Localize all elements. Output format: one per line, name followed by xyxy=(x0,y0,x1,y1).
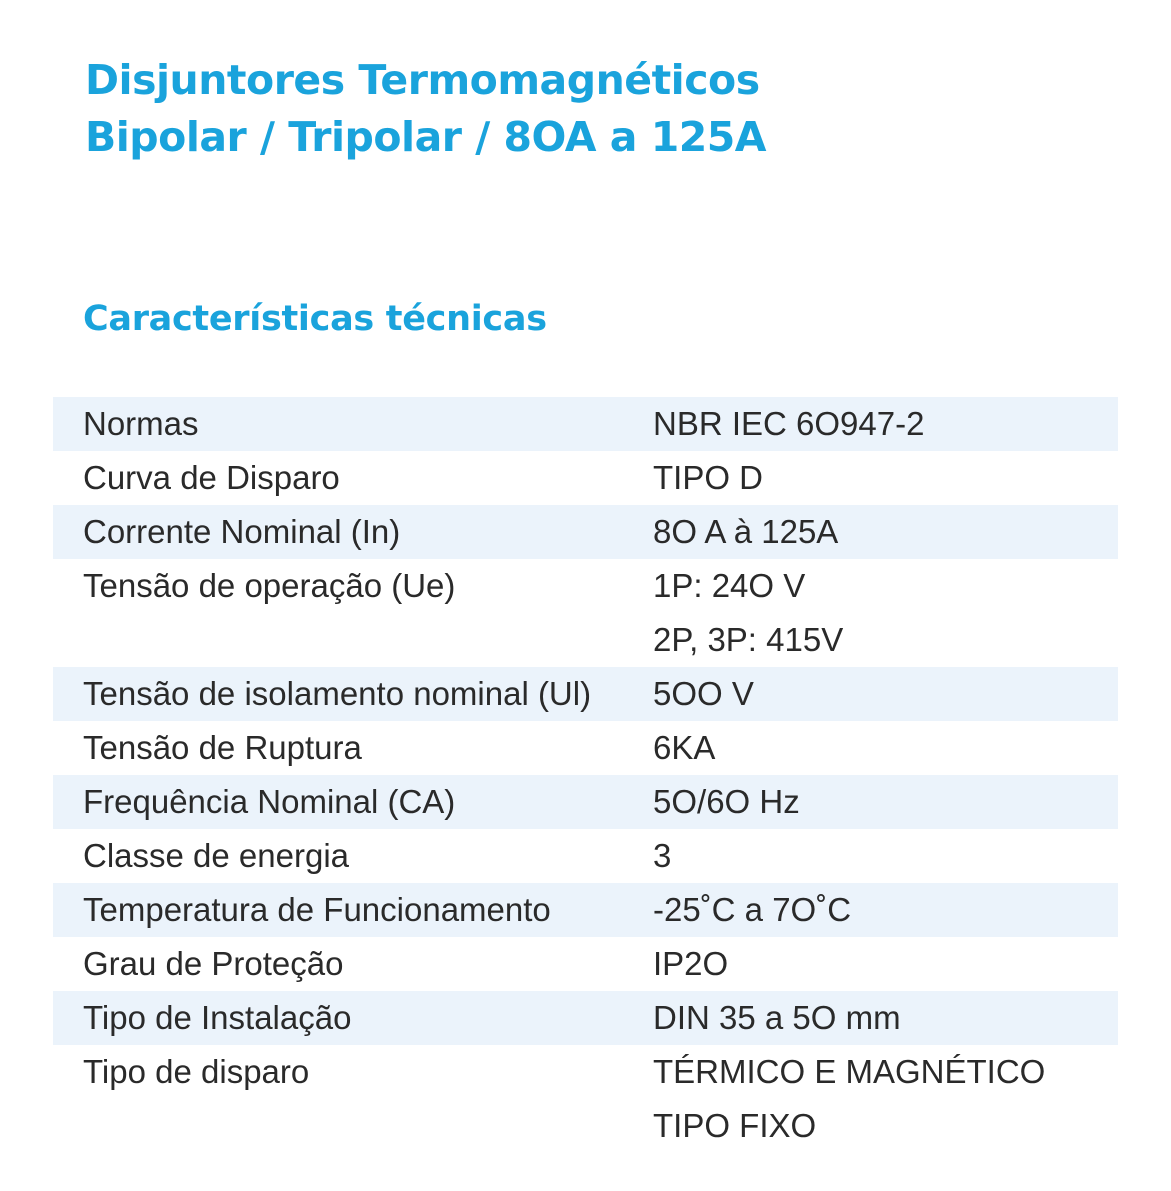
spec-label: Tipo de Instalação xyxy=(53,991,653,1045)
spec-label: Tensão de isolamento nominal (Ul) xyxy=(53,667,653,721)
spec-label: Tipo de disparo xyxy=(83,1053,310,1090)
spec-label: Temperatura de Funcionamento xyxy=(53,883,653,937)
spec-label: Tensão de operação (Ue) xyxy=(83,567,456,604)
spec-value: 8O A à 125A xyxy=(653,505,1118,559)
page-title xyxy=(85,52,766,166)
spec-value: DIN 35 a 5O mm xyxy=(653,991,1118,1045)
spec-row-classe-de-energia xyxy=(53,829,1118,883)
spec-row-curva-de-disparo xyxy=(53,451,1118,505)
spec-label: Corrente Nominal (In) xyxy=(53,505,653,559)
section-title: Características técnicas xyxy=(83,299,547,339)
spec-row-tensao-de-isolamento xyxy=(53,667,1118,721)
specs-table xyxy=(53,397,1118,1153)
spec-label: Tensão de Ruptura xyxy=(83,729,362,766)
spec-row-tensao-de-ruptura xyxy=(53,721,1118,775)
spec-value: 5OO V xyxy=(653,667,1118,721)
spec-value: 1P: 24O V 2P, 3P: 415V xyxy=(653,567,844,658)
spec-row-normas xyxy=(53,397,1118,451)
spec-value: TIPO D xyxy=(653,459,764,496)
spec-label: Classe de energia xyxy=(83,837,349,874)
spec-row-tensao-de-operacao xyxy=(53,559,1118,667)
spec-row-temperatura xyxy=(53,883,1118,937)
title-line-2: Bipolar / Tripolar / 8OA a 125A xyxy=(85,113,767,161)
spec-row-tipo-de-disparo xyxy=(53,1045,1118,1153)
spec-value: 3 xyxy=(653,837,672,874)
spec-row-grau-de-protecao xyxy=(53,937,1118,991)
spec-value: 5O/6O Hz xyxy=(653,775,1118,829)
spec-row-corrente-nominal xyxy=(53,505,1118,559)
spec-label: Curva de Disparo xyxy=(83,459,340,496)
spec-value: NBR IEC 6O947-2 xyxy=(653,397,1118,451)
spec-label: Grau de Proteção xyxy=(83,945,344,982)
spec-value: -25˚C a 7O˚C xyxy=(653,883,1118,937)
title-line-1: Disjuntores Termomagnéticos xyxy=(85,56,760,104)
specs-table-body xyxy=(53,397,1118,1153)
spec-label: Normas xyxy=(53,397,653,451)
spec-value: IP2O xyxy=(653,945,729,982)
spec-label: Frequência Nominal (CA) xyxy=(53,775,653,829)
spec-row-tipo-de-instalacao xyxy=(53,991,1118,1045)
spec-value: 6KA xyxy=(653,729,716,766)
spec-row-frequencia-nominal xyxy=(53,775,1118,829)
spec-value: TÉRMICO E MAGNÉTICO TIPO FIXO xyxy=(653,1053,1046,1144)
